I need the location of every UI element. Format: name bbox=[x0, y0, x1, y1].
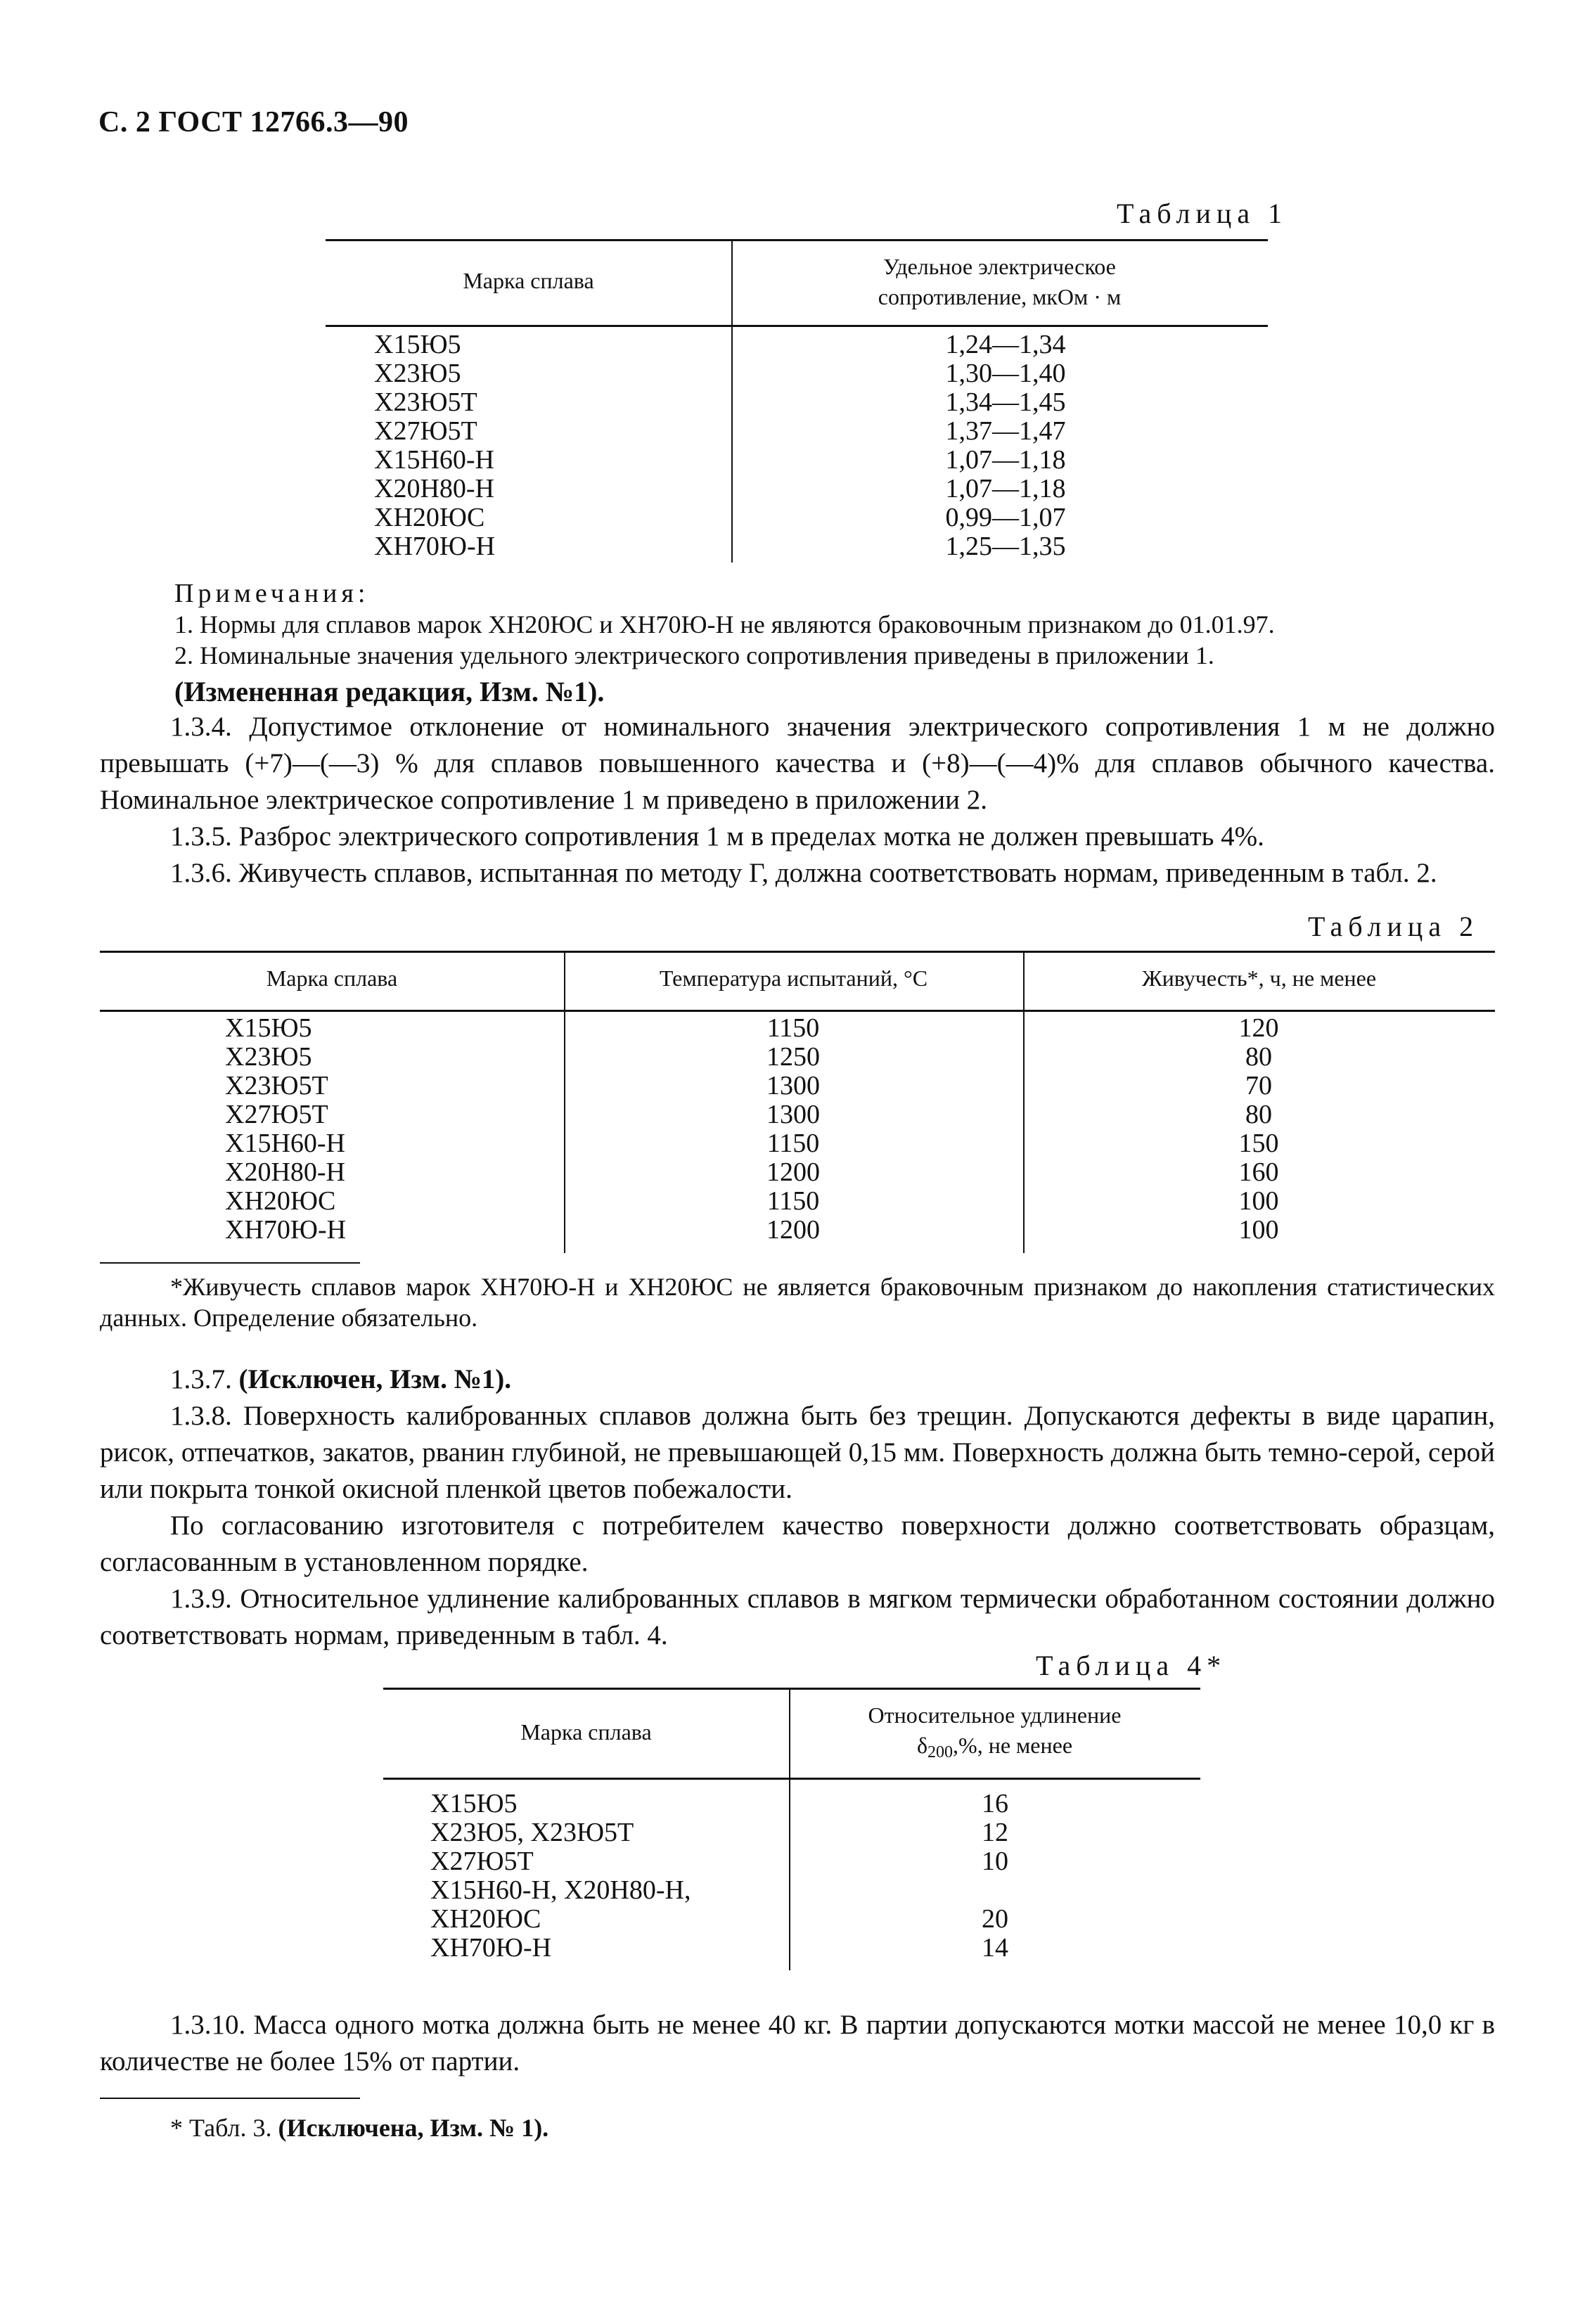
table1-top-rule bbox=[326, 239, 1268, 241]
table1-value-cell: 1,07—1,18 bbox=[945, 445, 1066, 475]
paragraph-1-3-6: 1.3.6. Живучесть сплавов, испытанная по методу Г, должна соответствовать нормам, приведенным в табл. 2. bbox=[170, 858, 1437, 888]
table2-life-cell: 100 bbox=[1238, 1215, 1279, 1245]
table1-col2-header-line1: Удельное электрическое bbox=[883, 254, 1116, 279]
paragraph-1-3-5: 1.3.5. Разброс электрического сопротивления 1 м в пределах мотка не должен превышать 4%. bbox=[170, 821, 1264, 852]
table2-temp-cell: 1250 bbox=[766, 1042, 820, 1072]
table2-temp-cell: 1200 bbox=[766, 1215, 820, 1245]
table2-life-cell: 150 bbox=[1238, 1129, 1279, 1158]
table1-grade-cell: Х23Ю5Т bbox=[374, 387, 477, 417]
paragraph-1-3-9: 1.3.9. Относительное удлинение калиброванных сплавов в мягком термически обработанном состоянии должно соответствовать нормам, приведенным в табл. 4. bbox=[100, 1584, 1495, 1650]
notes-title: Примечания: bbox=[174, 579, 370, 608]
table4-grade-cell: ХН20ЮС bbox=[430, 1904, 541, 1934]
table2-top-rule bbox=[100, 951, 1495, 953]
table2-col3-header: Живучесть*, ч, не менее bbox=[1141, 965, 1377, 991]
table2-temps bbox=[723, 1014, 864, 1245]
table1-value-cell: 1,25—1,35 bbox=[945, 532, 1066, 561]
table1-col2-header-line2: сопротивление, мкОм · м bbox=[878, 284, 1122, 310]
table4-grade-cell: Х23Ю5, Х23Ю5Т bbox=[430, 1818, 634, 1847]
table2-grade-cell: ХН70Ю-Н bbox=[225, 1215, 347, 1245]
table4-values bbox=[942, 1790, 1048, 1963]
table2-temp-cell: 1150 bbox=[766, 1013, 820, 1043]
paragraph-1-3-8-agreement: По согласованию изготовителя с потребителем качество поверхности должно соответствовать образцам, согласованным в установленном порядке. bbox=[100, 1510, 1495, 1577]
table4-value-cell: 16 bbox=[982, 1789, 1008, 1818]
table2-temp-cell: 1200 bbox=[766, 1157, 820, 1187]
table2-footnote-rule bbox=[100, 1262, 360, 1264]
table2-header-rule bbox=[100, 1010, 1495, 1012]
table2-col1-header: Марка сплава bbox=[266, 965, 398, 991]
table1-grade-cell: Х20Н80-Н bbox=[374, 474, 494, 503]
paragraph-1-3-4: 1.3.4. Допустимое отклонение от номинального значения электрического сопротивления 1 м не должно превышать (+7)—(—3) % для сплавов повышенного качества и (+8)—(—4)% для сплавов обычного качества. Номинальное электрическое сопротивление 1 м приведено в приложении 2. bbox=[100, 712, 1495, 815]
table1-value-cell: 1,24—1,34 bbox=[945, 330, 1066, 359]
table1-col1-header: Марка сплава bbox=[463, 268, 594, 293]
table1-grade-cell: Х27Ю5Т bbox=[374, 416, 477, 446]
table2-grade-cell: Х23Ю5 bbox=[225, 1042, 312, 1072]
table2-column-divider-1 bbox=[564, 951, 565, 1253]
page-header: С. 2 ГОСТ 12766.3—90 bbox=[98, 106, 409, 139]
table4-value-cell: 10 bbox=[982, 1847, 1008, 1876]
table4-value-cell: 12 bbox=[982, 1818, 1008, 1847]
table1-caption: Таблица 1 bbox=[1117, 198, 1288, 229]
note-1: 1. Нормы для сплавов марок ХН20ЮС и ХН70Ю-Н не являются браковочным признаком до 01.01.97. bbox=[174, 610, 1275, 638]
table1-value-cell: 1,07—1,18 bbox=[945, 474, 1066, 503]
table2-grade-cell: ХН20ЮС bbox=[225, 1186, 336, 1216]
table2-life-cell: 100 bbox=[1238, 1186, 1279, 1216]
bottom-footnote-rule bbox=[100, 2098, 360, 2099]
table2-footnote: *Живучесть сплавов марок ХН70Ю-Н и ХН20ЮС не является браковочным признаком до накопления статистических данных. Определение обязательно. bbox=[100, 1273, 1495, 1332]
table4-grade-cell: Х27Ю5Т bbox=[430, 1847, 534, 1876]
table1-value-cell: 1,30—1,40 bbox=[945, 359, 1066, 388]
table4-value-cell: 20 bbox=[982, 1904, 1008, 1934]
table2-temp-cell: 1300 bbox=[766, 1100, 820, 1129]
table2-grade-cell: Х27Ю5Т bbox=[225, 1100, 328, 1129]
table4-header-rule bbox=[383, 1778, 1200, 1780]
table2-life-cell: 80 bbox=[1245, 1042, 1272, 1072]
table2-column-divider-2 bbox=[1023, 951, 1025, 1253]
table2-grade-cell: Х15Ю5 bbox=[225, 1013, 312, 1043]
note-2: 2. Номинальные значения удельного электрического сопротивления приведены в приложении 1. bbox=[174, 641, 1214, 669]
table4-col2-header-line2: $\delta_{200},\%$, не менее bbox=[916, 1733, 1073, 1762]
table2-grade-cell: Х23Ю5Т bbox=[225, 1071, 328, 1100]
table4-caption: Таблица 4* bbox=[1036, 1650, 1227, 1681]
amendment-note: (Измененная редакция, Изм. №1). bbox=[174, 676, 605, 707]
bottom-footnote: * Табл. 3. (Исключена, Изм. № 1). bbox=[170, 2114, 549, 2142]
table2-grade-cell: Х20Н80-Н bbox=[225, 1157, 345, 1187]
table2-life-cell: 70 bbox=[1245, 1071, 1272, 1100]
table1-grade-cell: ХН20ЮС bbox=[374, 503, 485, 532]
table1-values bbox=[914, 330, 1097, 561]
table1-value-cell: 1,37—1,47 bbox=[945, 416, 1066, 446]
table2-life-cell: 80 bbox=[1245, 1100, 1272, 1129]
paragraph-1-3-10: 1.3.10. Масса одного мотка должна быть не менее 40 кг. В партии допускаются мотки массой не менее 10,0 кг в количестве не более 15% от партии. bbox=[100, 2010, 1495, 2076]
table1-grade-cell: Х23Ю5 bbox=[374, 359, 461, 388]
table1-grade-cell: ХН70Ю-Н bbox=[374, 532, 496, 561]
paragraph-1-3-8: 1.3.8. Поверхность калиброванных сплавов должна быть без трещин. Допускаются дефекты в виде царапин, рисок, отпечатков, закатов, рванин глубиной, не превышающей 0,15 мм. Поверхность должна быть темно-серой, серой или покрыта тонкой окисной пленкой цветов побежалости. bbox=[100, 1401, 1495, 1504]
table1-col2-header bbox=[731, 252, 1268, 312]
table4-value-cell bbox=[942, 1876, 1048, 1905]
table2-temp-cell: 1150 bbox=[766, 1186, 820, 1216]
table2-life-cell: 120 bbox=[1238, 1013, 1279, 1043]
table4-grades bbox=[430, 1790, 691, 1963]
table4-col2-header-line1: Относительное удлинение bbox=[868, 1702, 1122, 1728]
table2-life bbox=[1188, 1014, 1329, 1245]
table2-grade-cell: Х15Н60-Н bbox=[225, 1129, 345, 1158]
table4-col2-header bbox=[789, 1700, 1200, 1764]
table4-grade-cell: ХН70Ю-Н bbox=[430, 1933, 552, 1963]
table2-temp-cell: 1150 bbox=[766, 1129, 820, 1158]
table2-col2-header: Температура испытаний, °С bbox=[659, 965, 928, 991]
table1-grade-cell: Х15Ю5 bbox=[374, 330, 461, 359]
table1-value-cell: 1,34—1,45 bbox=[945, 387, 1066, 417]
table1-grade-cell: Х15Н60-Н bbox=[374, 445, 494, 475]
table2-grades bbox=[225, 1014, 346, 1245]
table4-value-cell: 14 bbox=[982, 1933, 1008, 1963]
table4-col1-header: Марка сплава bbox=[520, 1719, 652, 1745]
table1-grades bbox=[374, 330, 495, 561]
table4-top-rule bbox=[383, 1688, 1200, 1690]
table4-grade-cell: Х15Н60-Н, Х20Н80-Н, bbox=[430, 1875, 691, 1905]
table1-value-cell: 0,99—1,07 bbox=[945, 503, 1066, 532]
table2-caption: Таблица 2 bbox=[1308, 911, 1479, 942]
paragraph-1-3-7: 1.3.7. (Исключен, Изм. №1). bbox=[170, 1364, 512, 1394]
table4-grade-cell: Х15Ю5 bbox=[430, 1789, 518, 1818]
table1-header-rule bbox=[326, 325, 1268, 327]
table2-life-cell: 160 bbox=[1238, 1157, 1279, 1187]
table2-temp-cell: 1300 bbox=[766, 1071, 820, 1100]
